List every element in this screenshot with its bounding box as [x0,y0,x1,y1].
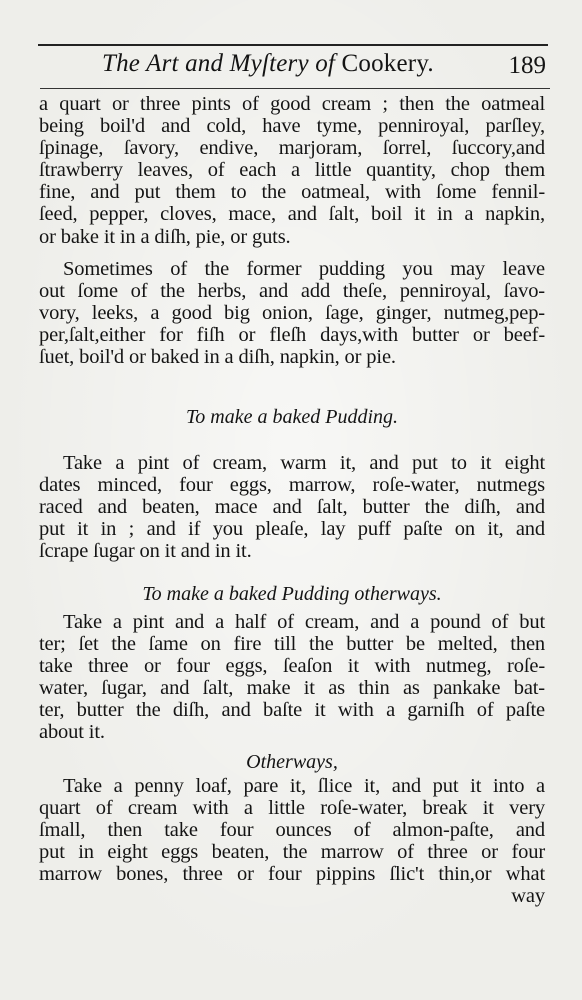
running-title [102,50,434,78]
text-line: ter; ſet the ſame on fire till the butter be melted, then [39,633,545,656]
text-line: Take a pint and a half of cream, and a pound of but [63,611,545,633]
recipe-heading-baked-pudding: To make a baked Pudding. [185,406,398,428]
recipe-heading-otherways: Otherways, [246,751,338,773]
paragraph-baked-pudding-otherways [39,611,545,744]
text-line: Take a pint of cream, warm it, and put to it eight [63,452,545,474]
text-line: ſmall, then take four ounces of almon-paſte, and [39,819,545,842]
top-rule [38,44,548,46]
text-line: a quart or three pints of good cream ; then the oatmeal [39,93,545,115]
text-line: raced and beaten, mace and ſalt, butter the diſh, and [39,496,545,519]
text-line: ſeed, pepper, cloves, mace, and ſalt, boil it in a napkin, [39,203,545,226]
text-line: water, ſugar, and ſalt, make it as thin as pankake bat- [39,677,545,700]
text-line: Sometimes of the former pudding you may leave [63,258,545,280]
text-line: out ſome of the herbs, and add theſe, penniroyal, ſavo- [39,280,545,303]
text-line: vory, leeks, a good big onion, ſage, ginger, nutmeg,pep- [39,302,545,325]
paragraph-baked-pudding [39,452,545,562]
text-line: take three or four eggs, ſeaſon it with nutmeg, roſe- [39,655,545,678]
text-line: or bake it in a diſh, pie, or guts. [39,225,291,248]
text-line: ſcrape ſugar on it and in it. [39,540,252,563]
text-line: per,ſalt,either for fiſh or fleſh days,with butter or beef- [39,324,545,347]
header-rule [40,88,550,89]
running-header [40,50,550,90]
text-line: about it. [39,721,105,744]
text-line: ſtrawberry leaves, of each a little quantity, chop them [39,159,545,182]
paragraph-continuation [39,93,545,248]
catchword: way [511,885,545,908]
page-number: 189 [508,52,546,79]
text-line: ſuet, boil'd or baked in a diſh, napkin, or pie. [39,346,396,369]
text-line: quart of cream with a little roſe-water, break it very [39,797,545,820]
recipe-heading-baked-pudding-otherways: To make a baked Pudding otherways. [142,583,442,605]
paragraph-otherways [39,775,545,908]
text-line: Take a penny loaf, pare it, ſlice it, and put it into a [63,775,545,797]
text-line: dates minced, four eggs, marrow, roſe-water, nutmegs [39,474,545,497]
paragraph-sometimes [39,258,545,368]
text-line: ſpinage, ſavory, endive, marjoram, ſorrel, ſuccory,and [39,137,545,160]
running-title-italic: The Art and Myſtery of [102,50,336,77]
text-line: marrow bones, three or four pippins ſlic't thin,or what [39,863,545,886]
text-line: being boil'd and cold, have tyme, penniroyal, parſley, [39,115,545,138]
text-line: put in eight eggs beaten, the marrow of three or four [39,841,545,864]
text-line: fine, and put them to the oatmeal, with ſome fennil- [39,181,545,204]
running-title-roman: Cookery. [341,50,434,77]
text-line: ter, butter the diſh, and baſte it with a garniſh of paſte [39,699,545,722]
text-line: put it in ; and if you pleaſe, lay puff paſte on it, and [39,518,545,541]
